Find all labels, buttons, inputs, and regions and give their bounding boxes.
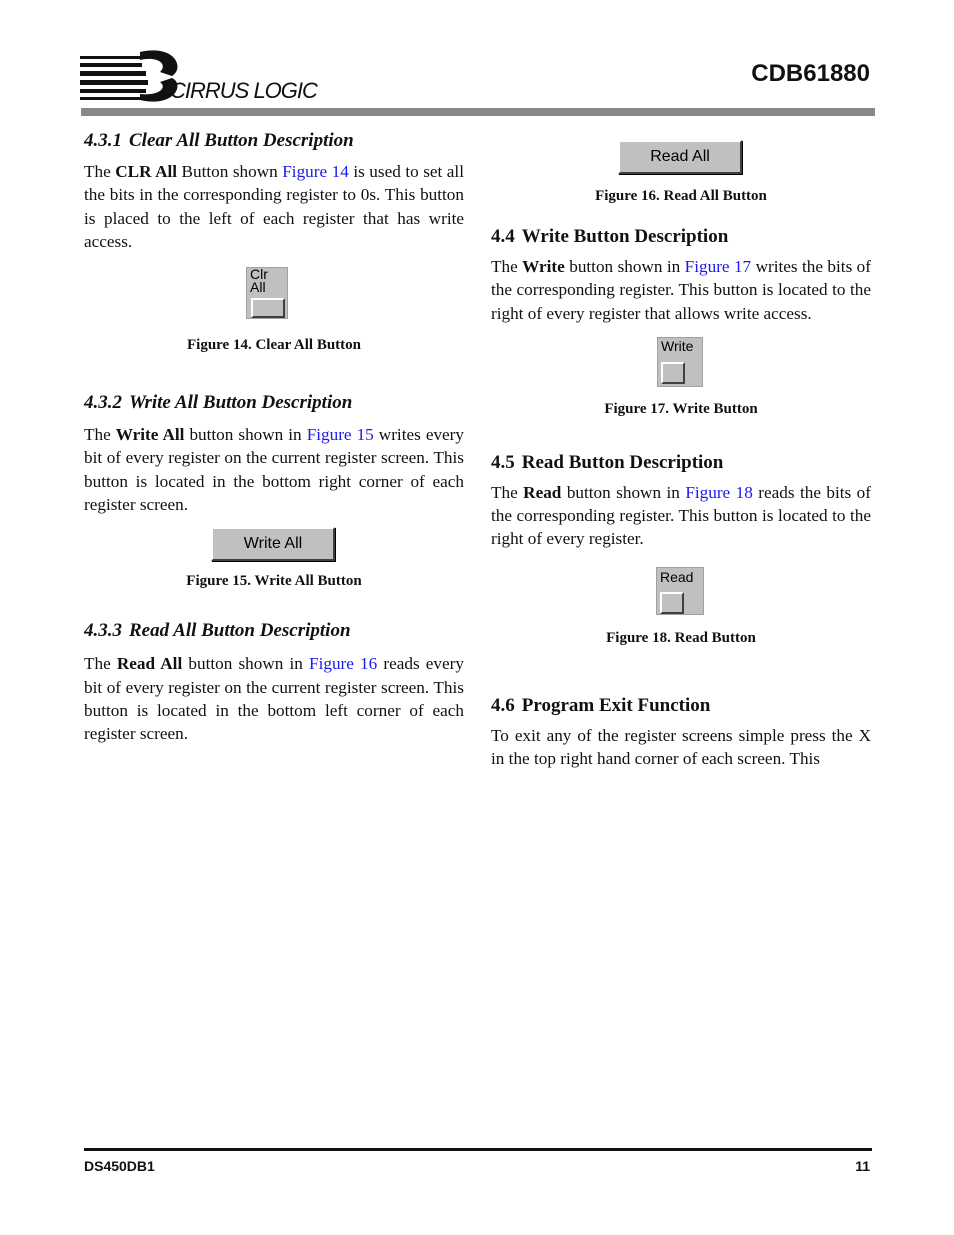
figure-18-caption: Figure 18. Read Button <box>606 629 756 646</box>
bold-term: Read <box>523 482 562 502</box>
section-4-4-heading <box>491 226 871 248</box>
write-all-button[interactable]: Write All <box>211 527 335 561</box>
section-4-6-heading <box>491 695 871 717</box>
text: The <box>491 257 523 276</box>
text: The <box>84 654 117 674</box>
footer-document-id: DS450DB1 <box>84 1158 155 1174</box>
text: button shown in <box>561 482 686 502</box>
bold-term: Write <box>522 257 565 276</box>
button-label: Write <box>661 337 694 354</box>
figure-14-link[interactable]: Figure 14 <box>282 162 349 181</box>
text: button shown in <box>182 654 310 674</box>
text: reads the bits of the corresponding register. This button is located to the right of every register. <box>491 482 871 549</box>
text: writes the bits of the corresponding register. This button is located to the right of every register that allows write access. <box>491 257 871 323</box>
section-4-3-3-paragraph <box>84 652 464 745</box>
button-label: Read <box>660 568 694 585</box>
figure-17-caption: Figure 17. Write Button <box>604 400 758 417</box>
button-box <box>251 298 285 318</box>
section-4-3-2-heading <box>84 392 464 414</box>
clr-all-button[interactable] <box>246 267 288 319</box>
button-label: Clr All <box>250 266 268 296</box>
right-column <box>491 128 871 770</box>
section-number: 4.5 <box>491 451 515 473</box>
button-box <box>660 592 684 614</box>
footer-page-number: 11 <box>855 1158 870 1174</box>
section-title: Program Exit Function <box>521 694 711 716</box>
section-4-6-paragraph: To exit any of the register screens simple press the X in the top right hand corner of each screen. This <box>491 725 871 769</box>
text: is used to set all the bits in the corresponding register to 0s. This button is placed to the left of each register that has write access. <box>84 162 464 251</box>
document-title: CDB61880 <box>751 60 870 87</box>
section-number: 4.3.1 <box>84 130 122 151</box>
section-title: Read All Button Description <box>129 620 351 642</box>
section-4-3-2-paragraph <box>84 423 464 516</box>
section-title: Write All Button Description <box>129 392 353 414</box>
section-4-4-paragraph <box>491 255 871 325</box>
section-number: 4.3.2 <box>84 392 122 414</box>
text: writes every bit of every register on the current register screen. This button is located in the bottom right corner of each register screen. <box>84 425 464 515</box>
section-4-3-1-paragraph <box>84 160 464 253</box>
text: The <box>84 425 116 445</box>
section-number: 4.4 <box>491 226 515 247</box>
figure-16-link[interactable]: Figure 16 <box>309 654 378 674</box>
text: reads every bit of every register on the current register screen. This button is located in the bottom left corner of each register screen. <box>84 654 464 744</box>
header-rule <box>81 108 875 116</box>
section-title: Write Button Description <box>521 226 729 247</box>
section-4-5-paragraph <box>491 481 871 551</box>
section-4-3-1-heading <box>84 130 464 152</box>
button-box <box>661 362 685 384</box>
figure-18-link[interactable]: Figure 18 <box>685 482 753 502</box>
figure-17-link[interactable]: Figure 17 <box>684 257 752 276</box>
logo-wordmark: CIRRUS LOGIC <box>170 78 317 103</box>
text: The <box>84 162 116 181</box>
section-4-3-3-heading <box>84 620 464 642</box>
footer-rule <box>84 1148 872 1151</box>
bold-term: Write All <box>115 425 185 445</box>
left-column <box>84 128 464 746</box>
figure-15-link[interactable]: Figure 15 <box>306 425 374 445</box>
figure-16-caption: Figure 16. Read All Button <box>595 188 767 204</box>
text: Button shown <box>177 162 283 181</box>
section-number: 4.3.3 <box>84 620 122 642</box>
section-number: 4.6 <box>491 694 515 716</box>
read-button[interactable] <box>656 567 704 615</box>
section-4-5-heading <box>491 452 871 474</box>
text: The <box>491 482 524 502</box>
write-button[interactable] <box>657 337 703 387</box>
bold-term: Read All <box>116 654 183 674</box>
figure-14-caption: Figure 14. Clear All Button <box>186 337 362 354</box>
section-title: Clear All Button Description <box>129 130 354 151</box>
section-title: Read Button Description <box>521 451 724 473</box>
bold-term: CLR All <box>115 162 178 181</box>
figure-15-caption: Figure 15. Write All Button <box>186 573 362 590</box>
text: button shown in <box>564 257 685 276</box>
read-all-button[interactable]: Read All <box>618 140 742 174</box>
text: button shown in <box>184 425 307 445</box>
